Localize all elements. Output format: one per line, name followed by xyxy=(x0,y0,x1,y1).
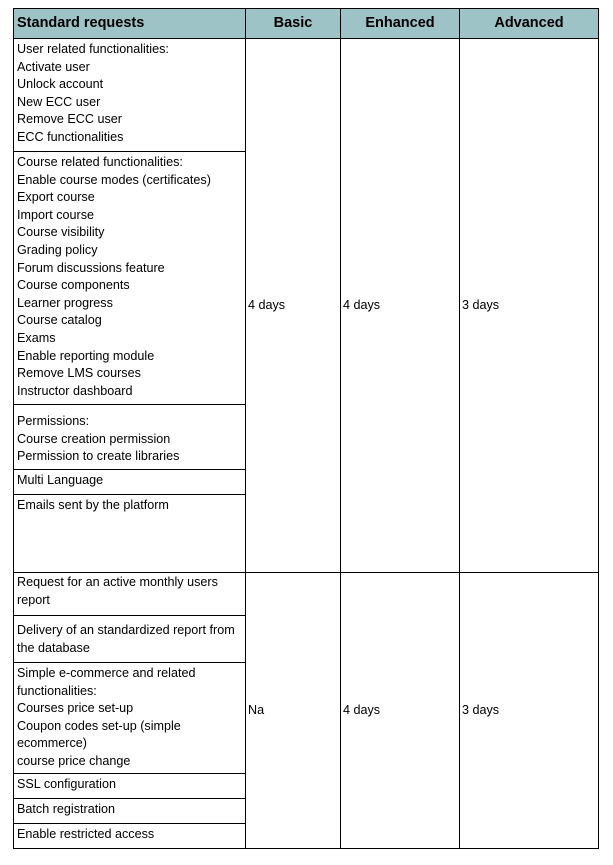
list-item: Activate user xyxy=(17,59,90,74)
list-item: Exams xyxy=(17,330,56,345)
monthly-report-cell xyxy=(14,573,246,616)
list-item: course price change xyxy=(17,753,131,768)
list-item: Coupon codes set-up (simple ecommerce) xyxy=(17,718,181,751)
list-item: Emails sent by the platform xyxy=(17,498,169,512)
user-functionalities-cell xyxy=(14,39,246,152)
list-item: Courses price set-up xyxy=(17,701,134,716)
header-basic: Basic xyxy=(246,9,341,39)
list-item: Request for an active monthly users report xyxy=(17,575,218,607)
list-item: ECC functionalities xyxy=(17,129,124,144)
batch-cell xyxy=(14,799,246,824)
ecommerce-heading: Simple e-commerce and related functionalities: xyxy=(17,666,196,698)
ssl-cell xyxy=(14,774,246,799)
list-item: Batch registration xyxy=(17,802,116,816)
course-functionalities-heading: Course related functionalities: xyxy=(17,155,183,169)
list-item: Enable reporting module xyxy=(17,348,155,363)
group2-enhanced-value: 4 days xyxy=(341,573,460,849)
standardized-report-cell xyxy=(14,616,246,663)
restricted-access-cell xyxy=(14,824,246,849)
list-item: Delivery of an standardized report from the database xyxy=(17,623,235,655)
user-functionalities-heading: User related functionalities: xyxy=(17,42,169,56)
header-advanced: Advanced xyxy=(460,9,599,39)
list-item: Forum discussions feature xyxy=(17,260,165,275)
group1-enhanced-value: 4 days xyxy=(341,39,460,573)
group2-basic-value: Na xyxy=(246,573,341,849)
multi-language-cell xyxy=(14,470,246,495)
list-item: Course visibility xyxy=(17,225,105,240)
list-item: Remove LMS courses xyxy=(17,366,141,381)
list-item: Export course xyxy=(17,190,95,205)
list-item: Grading policy xyxy=(17,242,98,257)
permissions-cell xyxy=(14,405,246,470)
emails-cell xyxy=(14,495,246,573)
list-item: Instructor dashboard xyxy=(17,383,133,398)
list-item: Course components xyxy=(17,278,130,293)
list-item: Multi Language xyxy=(17,473,104,487)
list-item: Enable course modes (certificates) xyxy=(17,172,211,187)
list-item: SSL configuration xyxy=(17,777,116,791)
header-enhanced: Enhanced xyxy=(341,9,460,39)
list-item: Course catalog xyxy=(17,313,102,328)
list-item: Enable restricted access xyxy=(17,827,155,841)
list-item: Course creation permission xyxy=(17,431,171,446)
table-row xyxy=(14,39,599,152)
list-item: Remove ECC user xyxy=(17,112,122,127)
course-functionalities-cell xyxy=(14,152,246,405)
group1-basic-value: 4 days xyxy=(246,39,341,573)
list-item: Learner progress xyxy=(17,295,113,310)
permissions-heading: Permissions: xyxy=(17,414,90,428)
ecommerce-cell xyxy=(14,663,246,774)
list-item: Permission to create libraries xyxy=(17,449,180,464)
header-row xyxy=(14,9,599,39)
list-item: New ECC user xyxy=(17,94,101,109)
group2-advanced-value: 3 days xyxy=(460,573,599,849)
list-item: Import course xyxy=(17,207,94,222)
pricing-table xyxy=(13,8,599,849)
list-item: Unlock account xyxy=(17,77,104,92)
header-standard-requests: Standard requests xyxy=(14,9,246,39)
group1-advanced-value: 3 days xyxy=(460,39,599,573)
table-row xyxy=(14,573,599,616)
